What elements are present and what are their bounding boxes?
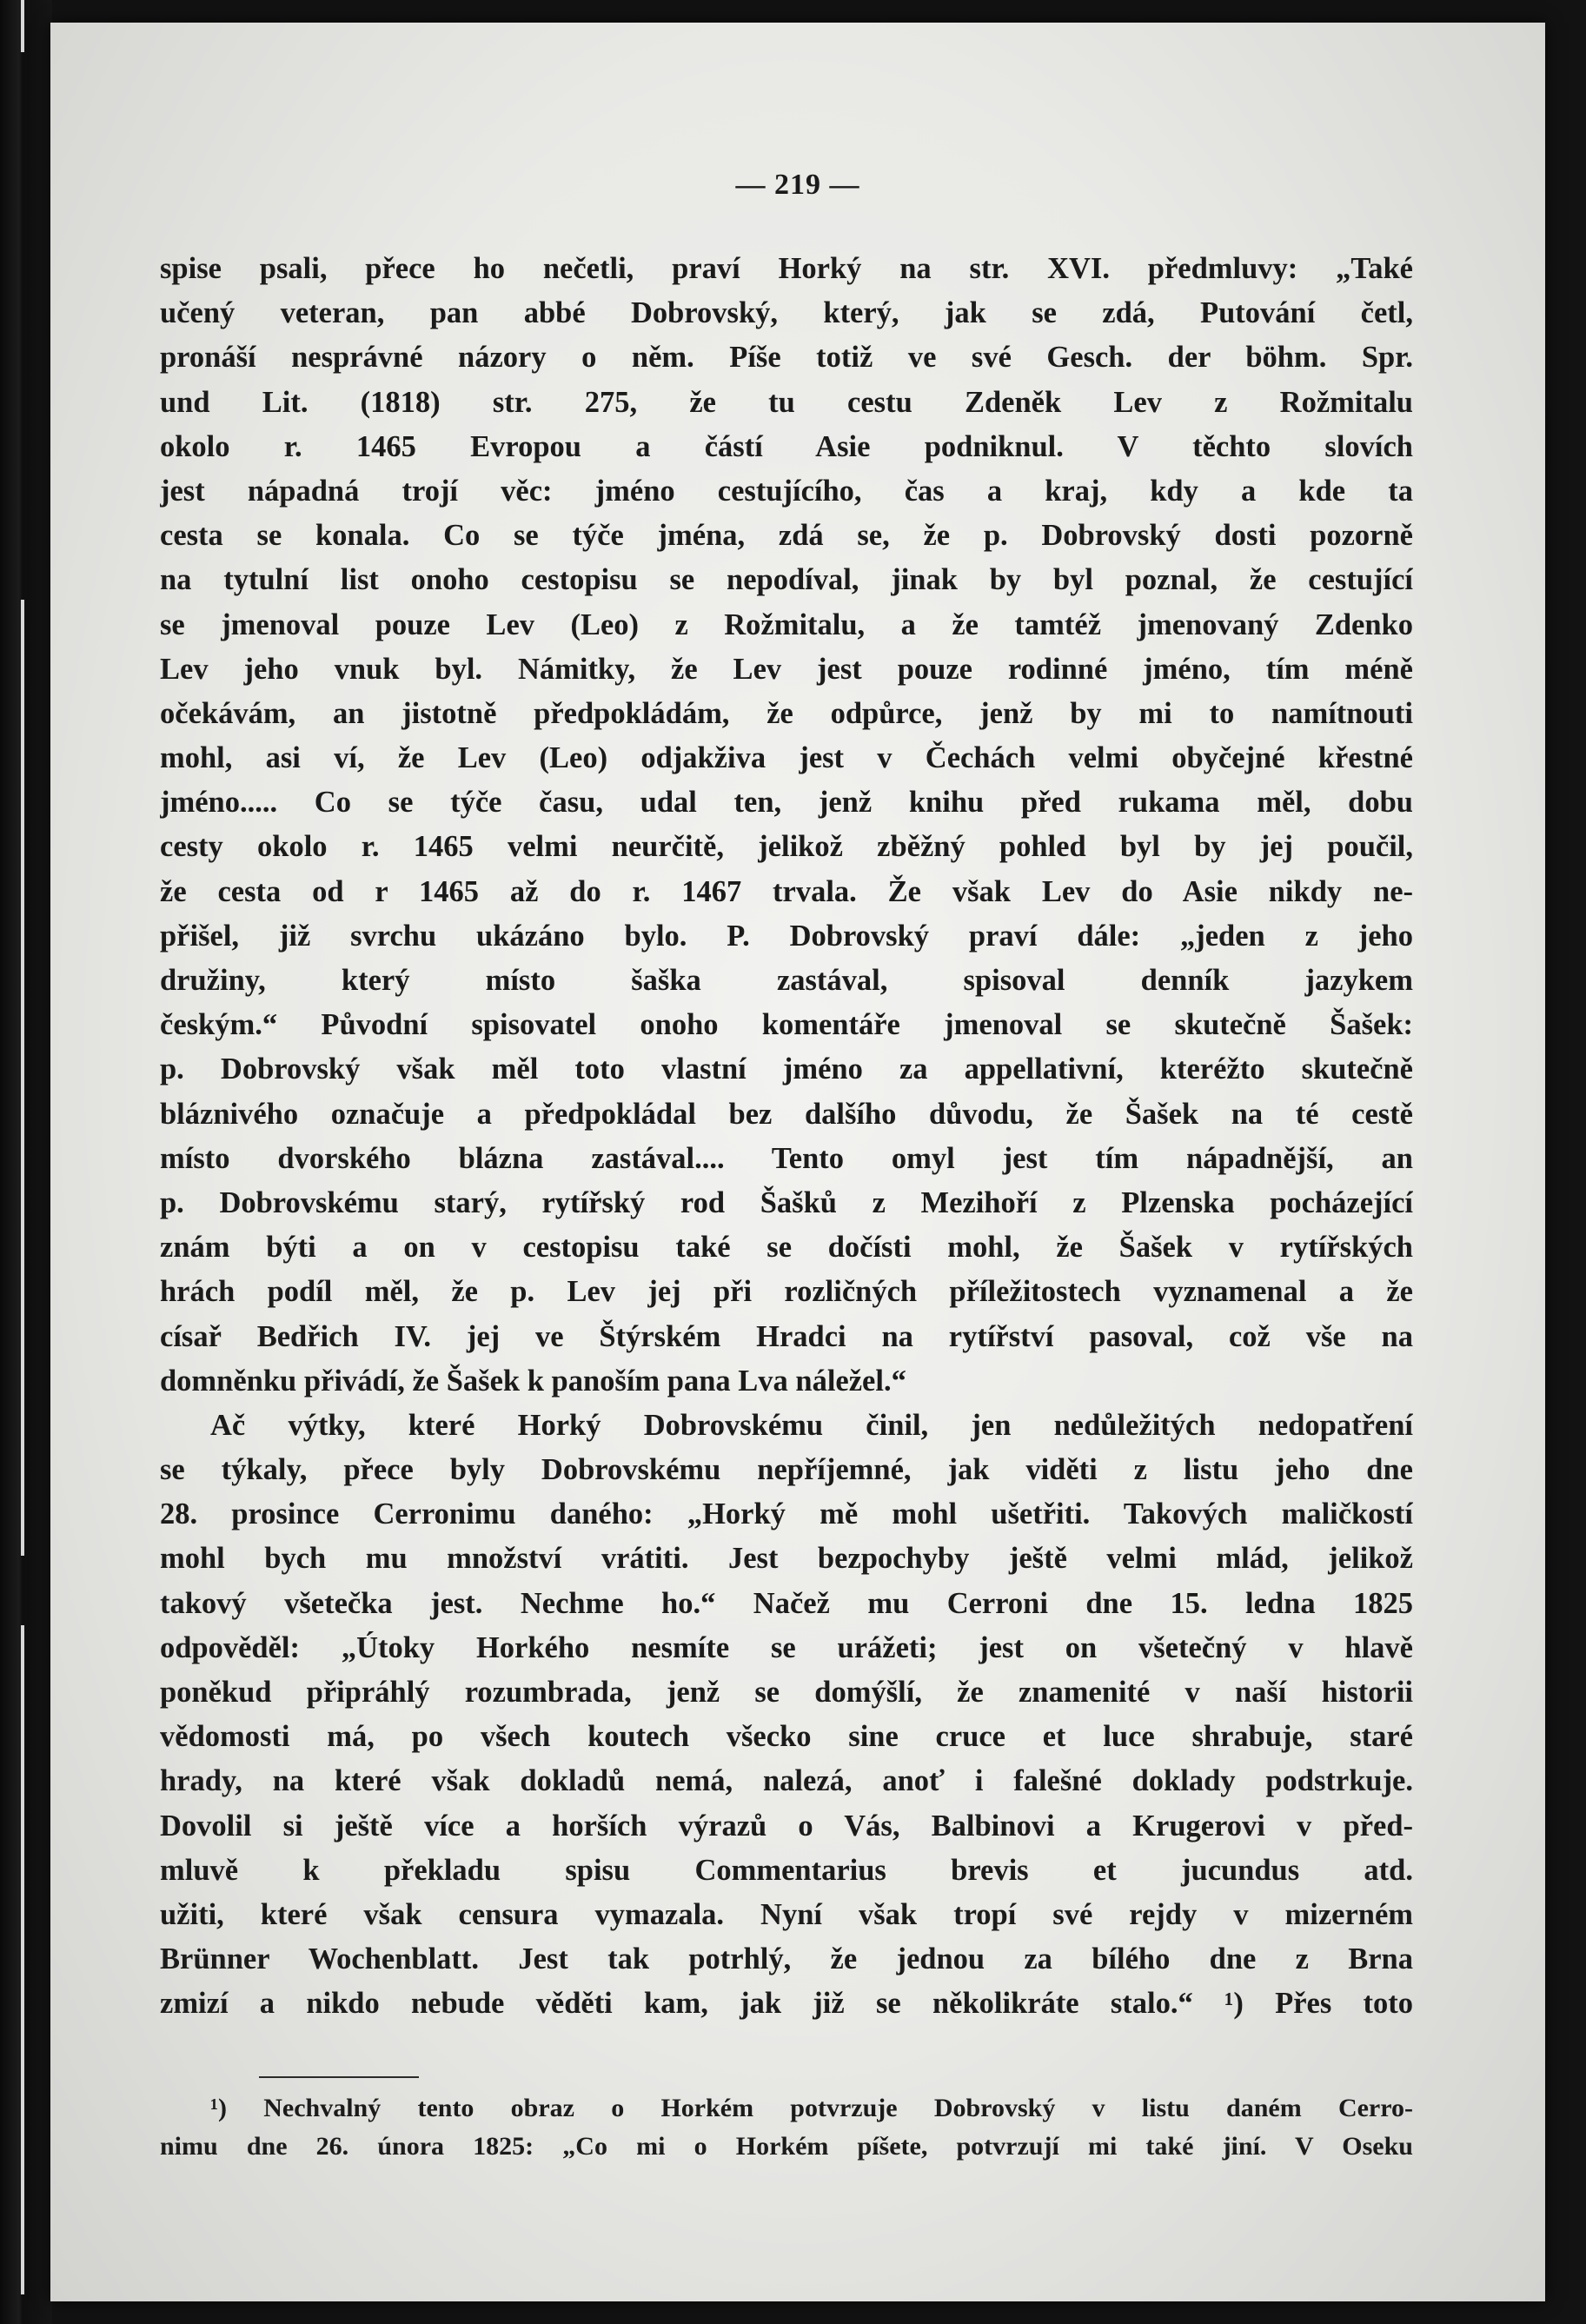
text-line: jméno..... Co se týče času, udal ten, jenž knihu před rukama měl, dobu [160,786,1413,820]
text-line: užiti, které však censura vymazala. Nyní však tropí své rejdy v mizerném [160,1897,1413,1931]
text-line: p. Dobrovskému starý, rytířský rod Šašků z Mezihoří z Plzenska pocházející [160,1185,1413,1219]
text-line: domněnku přivádí, že Šašek k panoším pana Lva náležel.“ [160,1364,906,1398]
text-line: na tytulní list onoho cestopisu se nepodíval, jinak by byl poznal, že cestující [160,563,1413,597]
text-line: hrách podíl měl, že p. Lev jej při rozličných příležitostech vyznamenal a že [160,1275,1413,1309]
text-line: odpověděl: „Útoky Horkého nesmíte se urážeti; jest on všetečný v hlavě [160,1630,1413,1664]
page-number: — 219 — [735,169,860,201]
text-line: pronáší nesprávné názory o něm. Píše totiž ve své Gesch. der böhm. Spr. [160,341,1413,375]
text-line: mohl bych mu množství vrátiti. Jest bezpochyby ještě velmi mlád, jelikož [160,1542,1413,1576]
text-line: se jmenoval pouze Lev (Leo) z Rožmitalu, a že tamtéž jmenovaný Zdenko [160,608,1413,641]
footnote-line: ¹) Nechvalný tento obraz o Horkém potvrzuje Dobrovský v listu daném Cerro- [210,2094,1413,2122]
text-line: jest nápadná trojí věc: jméno cestujícího, čas a kraj, kdy a kde ta [160,474,1413,508]
text-line: cesta se konala. Co se týče jména, zdá se, že p. Dobrovský dosti pozorně [160,519,1413,553]
text-line: und Lit. (1818) str. 275, že tu cestu Zdeněk Lev z Rožmitalu [160,385,1413,419]
text-line: družiny, který místo šaška zastával, spisoval denník jazykem [160,964,1413,997]
footnotes [160,2089,1413,2166]
scan-edge-rule [21,1625,24,2294]
text-line: hrady, na které však dokladů nemá, nalezá, anoť i falešné doklady podstrkuje. [160,1764,1413,1798]
text-line: p. Dobrovský však měl toto vlastní jméno za appellativní, kteréžto skutečně [160,1052,1413,1086]
footnote-divider [259,2076,419,2078]
text-line: vědomosti má, po všech koutech všecko sine cruce et luce shrabuje, staré [160,1720,1413,1754]
text-line: Dovolil si ještě více a horších výrazů o Vás, Balbinovi a Krugerovi v před- [160,1809,1413,1843]
text-line: mluvě k překladu spisu Commentarius brevis et jucundus atd. [160,1853,1413,1887]
text-line: 28. prosince Cerronimu daného: „Horký mě mohl ušetřiti. Takových maličkostí [160,1497,1413,1531]
text-line: Ač výtky, které Horký Dobrovskému činil, jen nedůležitých nedopatření [210,1408,1413,1442]
text-line: Lev jeho vnuk byl. Námitky, že Lev jest pouze rodinné jméno, tím méně [160,652,1413,686]
text-line: poněkud připráhlý rozumbrada, jenž se domýšlí, že znamenité v naší historii [160,1676,1413,1709]
text-line: znám býti a on v cestopisu také se dočísti mohl, že Šašek v rytířských [160,1231,1413,1265]
scan-edge [0,0,52,2324]
scan-edge-rule [21,600,24,1556]
text-line: bláznivého označuje a předpokládal bez dalšího důvodu, že Šašek na té cestě [160,1097,1413,1131]
book-page [50,23,1545,2301]
text-line: přišel, již svrchu ukázáno bylo. P. Dobrovský praví dále: „jeden z jeho [160,919,1413,953]
text-line: že cesta od r 1465 až do r. 1467 trvala. Že však Lev do Asie nikdy ne- [160,874,1413,908]
text-line: okolo r. 1465 Evropou a částí Asie podniknul. V těchto slovích [160,429,1413,463]
text-line: učený veteran, pan abbé Dobrovský, který, jak se zdá, Putování četl, [160,296,1413,330]
footnote-line: nimu dne 26. února 1825: „Co mi o Horkém píšete, potvrzují mi také jiní. V Oseku [160,2132,1413,2161]
text-line: mohl, asi ví, že Lev (Leo) odjakživa jest v Čechách velmi obyčejné křestné [160,741,1413,775]
text-line: místo dvorského blázna zastával.... Tento omyl jest tím nápadnější, an [160,1141,1413,1175]
body-text [160,247,1413,2027]
text-line: takový všetečka jest. Nechme ho.“ Načež mu Cerroni dne 15. ledna 1825 [160,1586,1413,1620]
scan-edge-rule [21,0,24,52]
text-line: Brünner Wochenblatt. Jest tak potrhlý, že jednou za bílého dne z Brna [160,1942,1413,1976]
text-line: českým.“ Původní spisovatel onoho komentáře jmenoval se skutečně Šašek: [160,1008,1413,1042]
text-line: zmizí a nikdo nebude věděti kam, jak již se několikráte stalo.“ ¹) Přes toto [160,1987,1413,2021]
text-line: císař Bedřich IV. jej ve Štýrském Hradci na rytířství pasoval, což vše na [160,1319,1413,1353]
text-line: očekávám, an jistotně předpokládám, že odpůrce, jenž by mi to namítnouti [160,696,1413,730]
text-line: spise psali, přece ho nečetli, praví Horký na str. XVI. předmluvy: „Také [160,252,1413,285]
text-line: cesty okolo r. 1465 velmi neurčitě, jelikož zběžný pohled byl by jej poučil, [160,830,1413,864]
text-line: se týkaly, přece byly Dobrovskému nepříjemné, jak viděti z listu jeho dne [160,1453,1413,1487]
